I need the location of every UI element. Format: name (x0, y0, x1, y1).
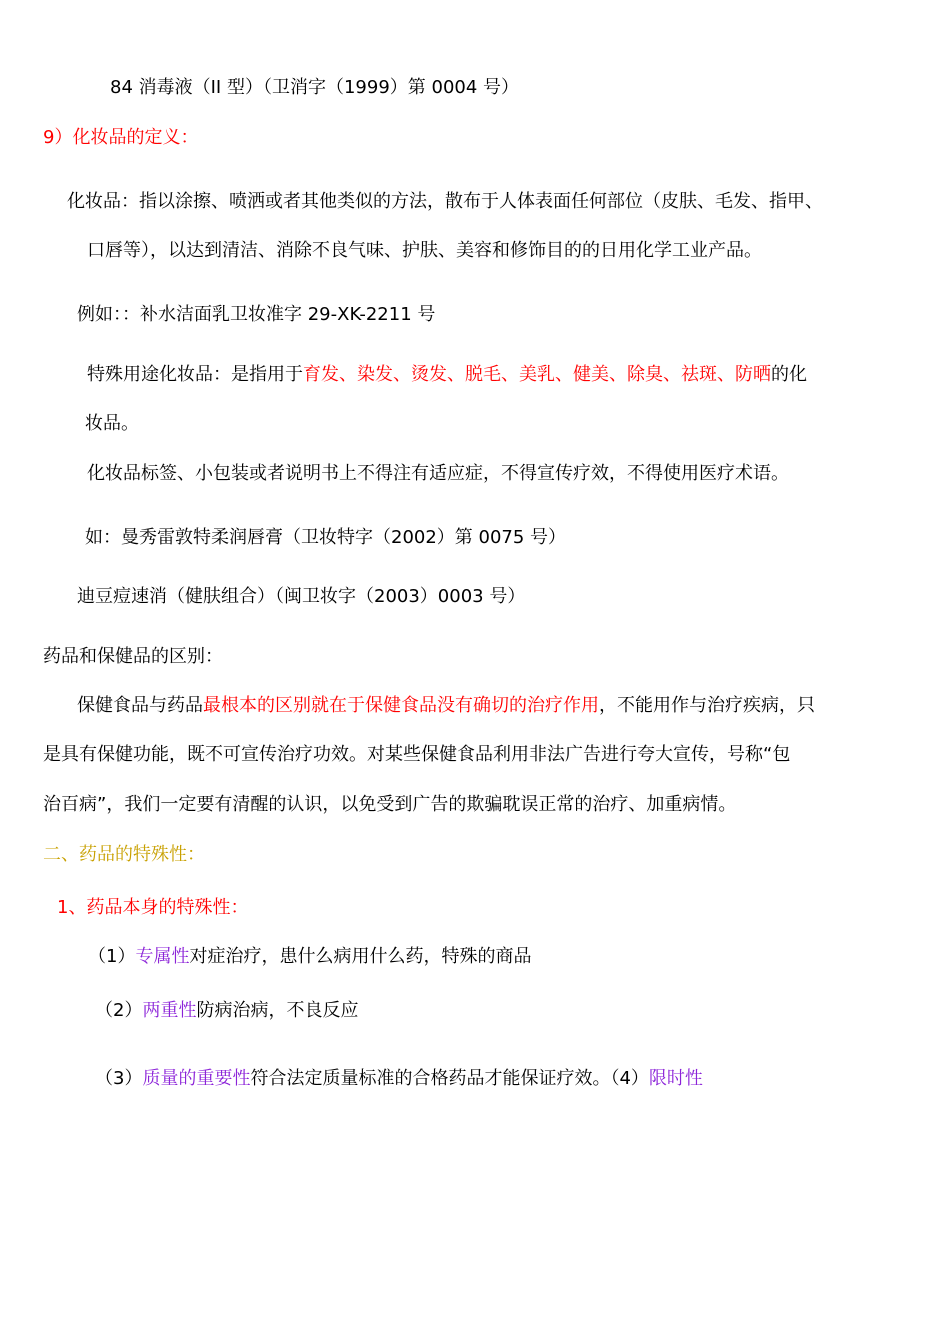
disinfectant-example-line: 84 消毒液（II 型）（卫消字（1999）第 0004 号） (110, 77, 520, 98)
cosmetics-definition-line-2: 口唇等），以达到清洁、消除不良气味、护肤、美容和修饰目的的日用化学工业产品。 (87, 240, 762, 261)
special-cosmetics-uses: 育发、染发、烫发、脱毛、美乳、健美、除臭、祛斑、防晒 (303, 364, 771, 385)
cosmetics-label-rule: 化妆品标签、小包装或者说明书上不得注有适应症，不得宣传疗效，不得使用医疗术语。 (87, 463, 789, 484)
item-3-term: 质量的重要性 (142, 1068, 251, 1089)
item-1-description: 对症治疗，患什么病用什么药，特殊的商品 (189, 946, 532, 967)
special-cosmetics-prefix: 特殊用途化妆品：是指用于 (87, 364, 303, 385)
item-2-term: 两重性 (142, 1000, 197, 1021)
drug-particularity-heading: 二、药品的特殊性： (43, 844, 205, 865)
item-2-number: （2） (95, 1000, 143, 1021)
item-3-description: 符合法定质量标准的合格药品才能保证疗效。（4） (250, 1068, 649, 1089)
cosmetics-example-line: 例如：：补水洁面乳卫妆准字 29-XK-2211 号 (77, 304, 436, 325)
special-cosmetics-line-1 (87, 366, 807, 384)
difference-suffix: ，不能用作与治疗疾病，只 (599, 695, 815, 716)
drug-intrinsic-particularity-heading: 1、药品本身的特殊性： (57, 897, 249, 918)
special-cosmetics-line-2: 妆品。 (85, 413, 139, 434)
item-1-exclusivity (88, 948, 531, 966)
acne-product-example: 迪豆痘速消（健肤组合）（闽卫妆字（2003）0003 号） (77, 586, 526, 607)
special-cosmetics-suffix: 的化 (771, 364, 807, 385)
difference-paragraph-line-2: 是具有保健功能，既不可宣传治疗功效。对某些保健食品利用非法广告进行夸大宣传，号称“包 (43, 744, 791, 765)
item-2-description: 防病治病，不良反应 (196, 1000, 359, 1021)
drug-vs-health-product-heading: 药品和保健品的区别： (43, 646, 223, 667)
item-1-term: 专属性 (135, 946, 190, 967)
difference-paragraph-line-1 (77, 697, 815, 715)
lip-balm-example: 如：曼秀雷敦特柔润唇膏（卫妆特字（2002）第 0075 号） (85, 527, 567, 548)
item-1-number: （1） (88, 946, 136, 967)
item-2-duality (95, 1002, 358, 1020)
difference-key-point: 最根本的区别就在于保健食品没有确切的治疗作用 (203, 695, 599, 716)
item-3-number: （3） (95, 1068, 143, 1089)
difference-prefix: 保健食品与药品 (77, 695, 203, 716)
item-4-term: 限时性 (648, 1068, 703, 1089)
item-3-and-4 (95, 1070, 703, 1088)
difference-paragraph-line-3: 治百病”，我们一定要有清醒的认识，以免受到广告的欺骗耽误正常的治疗、加重病情。 (43, 794, 737, 815)
cosmetics-definition-line-1: 化妆品：指以涂擦、喷洒或者其他类似的方法，散布于人体表面任何部位（皮肤、毛发、指甲、 (67, 191, 823, 212)
cosmetics-definition-heading: 9）化妆品的定义： (43, 127, 199, 148)
